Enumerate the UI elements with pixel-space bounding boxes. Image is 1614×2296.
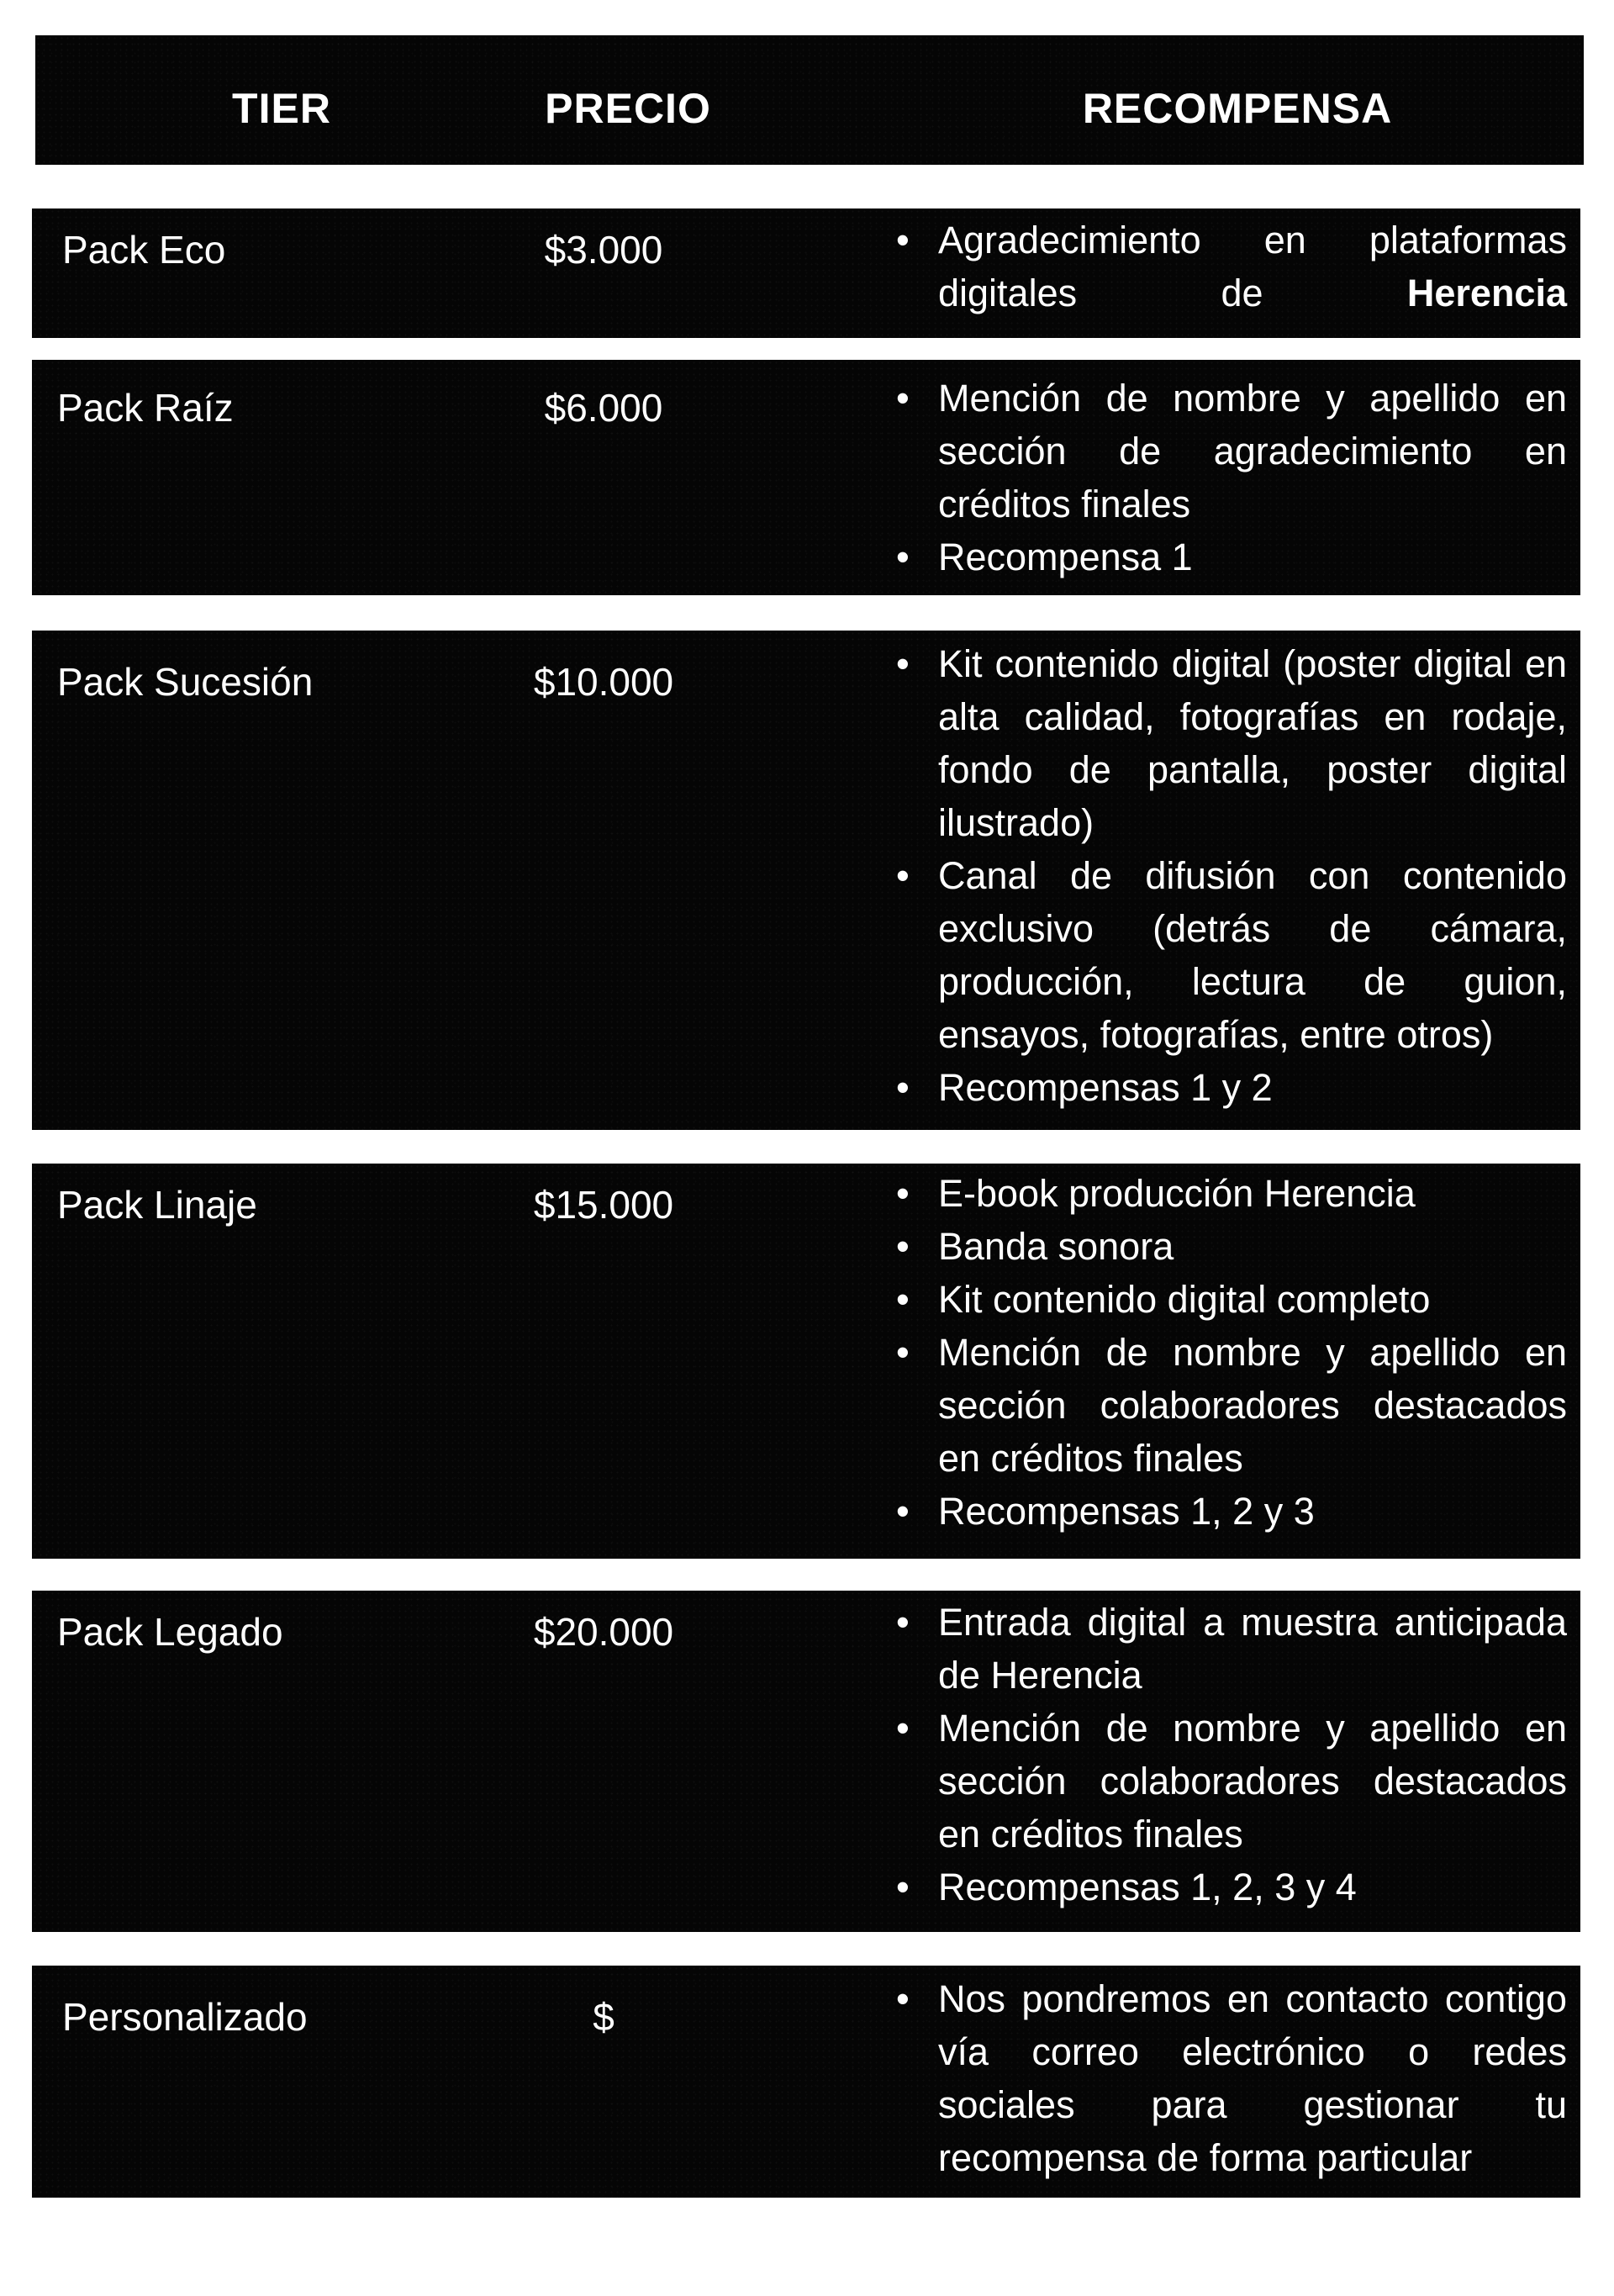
reward-item: • Entrada digital a muestra anticipada de Herencia (876, 1596, 1567, 1702)
reward-list (876, 1972, 1567, 2184)
reward-item: • Canal de difusión con contenido exclusivo (detrás de cámara, producción, lectura de guion, ensayos, fotografías, entre otros) (876, 849, 1567, 1061)
reward-list (876, 372, 1567, 583)
header-reward: RECOMPENSA (1082, 85, 1393, 132)
reward-item: • Mención de nombre y apellido en sección colaboradores destacados en créditos finales (876, 1326, 1567, 1485)
tier-price: $15.000 (533, 1183, 674, 1227)
reward-list (876, 1596, 1567, 1913)
tier-name: Pack Eco (62, 228, 226, 272)
table-row (32, 1966, 1580, 2198)
reward-list (876, 1167, 1567, 1538)
table-row (32, 631, 1580, 1130)
reward-item: • Nos pondremos en contacto contigo vía correo electrónico o redes sociales para gestionar tu recompensa de forma particular (876, 1972, 1567, 2184)
table-row (32, 1591, 1580, 1932)
tier-name: Pack Sucesión (57, 660, 314, 704)
reward-item: • Mención de nombre y apellido en sección colaboradores destacados en créditos finales (876, 1702, 1567, 1861)
table-header (35, 35, 1584, 165)
reward-item: • Mención de nombre y apellido en sección de agradecimiento en créditos finales (876, 372, 1567, 530)
tier-price: $3.000 (544, 228, 663, 272)
reward-list (876, 214, 1567, 319)
table-row (32, 360, 1580, 595)
reward-item: • Kit contenido digital completo (876, 1273, 1567, 1326)
tier-price: $6.000 (544, 386, 663, 430)
reward-text: Agradecimiento en plataformas digitales de (938, 219, 1567, 314)
reward-brand: Herencia (1406, 272, 1567, 314)
table-row (32, 208, 1580, 338)
reward-list (876, 637, 1567, 1114)
tier-name: Pack Raíz (57, 386, 234, 430)
reward-item: • Recompensas 1, 2 y 3 (876, 1485, 1567, 1538)
header-price: PRECIO (545, 85, 711, 132)
header-tier: TIER (232, 85, 331, 132)
reward-item (876, 214, 1567, 319)
table-row (32, 1164, 1580, 1559)
tier-price: $10.000 (533, 660, 674, 704)
tier-name: Pack Legado (57, 1610, 283, 1654)
reward-item: • Banda sonora (876, 1220, 1567, 1273)
reward-item: • Recompensas 1, 2, 3 y 4 (876, 1861, 1567, 1913)
reward-item: • Recompensa 1 (876, 530, 1567, 583)
tier-price: $20.000 (533, 1610, 674, 1654)
tier-name: Pack Linaje (57, 1183, 257, 1227)
reward-item: • Kit contenido digital (poster digital en alta calidad, fotografías en rodaje, fondo de pantalla, poster digital ilustrado) (876, 637, 1567, 849)
tier-price: $ (593, 1995, 614, 2039)
reward-item: • E-book producción Herencia (876, 1167, 1567, 1220)
reward-item: • Recompensas 1 y 2 (876, 1061, 1567, 1114)
tier-name: Personalizado (62, 1995, 308, 2039)
